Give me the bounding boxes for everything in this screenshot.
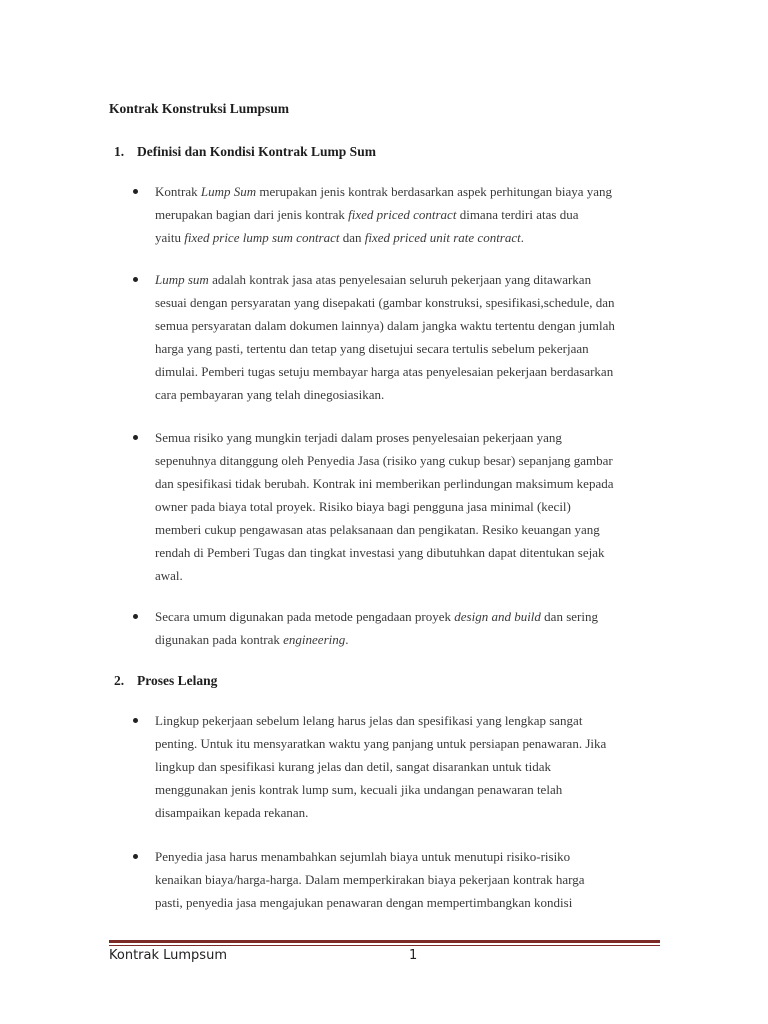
section-number: 1. [114,144,125,159]
text-line [155,755,665,778]
footer-label: Kontrak Lumpsum [109,948,227,963]
text-line [155,891,665,914]
page-number: 1 [409,948,418,963]
text-run: rendah di Pemberi Tugas dan tingkat investasi yang dibutuhkan dapat ditentukan sejak [155,545,605,560]
text-run: awal. [155,568,183,583]
text-run: dan sering [540,609,598,624]
text-run: pasti, penyedia jasa mengajukan penawaran dengan mempertimbangkan kondisi [155,895,573,910]
text-run: menggunakan jenis kontrak lump sum, kecuali jika undangan penawaran telah [155,782,563,797]
footer-rule [109,940,660,943]
text-line [155,495,665,518]
text-line [155,383,665,406]
text-run: dan spesifikasi tidak berubah. Kontrak ini memberikan perlindungan maksimum kepada [155,476,614,491]
section-title: Definisi dan Kondisi Kontrak Lump Sum [137,144,376,159]
section-number: 2. [114,673,125,688]
text-run: sesuai dengan persyaratan yang disepakati (gambar konstruksi, spesifikasi,schedule, dan [155,295,615,310]
italic-text: fixed priced unit rate contract [364,230,521,245]
text-run: memberi cukup pengawasan atas pelaksanaan dan pengikatan. Resiko keuangan yang [155,522,600,537]
text-run: Lingkup pekerjaan sebelum lelang harus jelas dan spesifikasi yang lengkap sangat [155,713,583,728]
text-run: merupakan bagian dari jenis kontrak [155,207,349,222]
italic-text: fixed price lump sum contract [184,230,340,245]
text-line [155,628,665,651]
text-run: owner pada biaya total proyek. Risiko biaya bagi pengguna jasa minimal (kecil) [155,499,571,514]
text-line [155,564,665,587]
text-line [155,709,665,732]
text-line [155,268,665,291]
text-run: dimulai. Pemberi tugas setuju membayar harga atas penyelesaian pekerjaan berdasarkan [155,364,614,379]
text-line [155,778,665,801]
text-line [155,518,665,541]
text-run: dimana terdiri atas dua [456,207,579,222]
text-line [155,449,665,472]
bullet-paragraph [155,268,665,406]
text-run: merupakan jenis kontrak berdasarkan aspek perhitungan biaya yang [256,184,613,199]
text-run: Semua risiko yang mungkin terjadi dalam proses penyelesaian pekerjaan yang [155,430,562,445]
text-line [155,845,665,868]
text-line [155,426,665,449]
text-line [155,472,665,495]
text-run: cara pembayaran yang telah dinegosiasikan. [155,387,385,402]
italic-text: design and build [454,609,541,624]
text-run: harga yang pasti, tertentu dan tetap yang disetujui secara tertulis sebelum pekerjaan [155,341,589,356]
text-run: semua persyaratan dalam dokumen lainnya) dalam jangka waktu tertentu dengan jumlah [155,318,615,333]
italic-text: engineering [283,632,346,647]
text-run: . [345,632,349,647]
text-line [155,180,665,203]
text-run: sepenuhnya ditanggung oleh Penyedia Jasa (risiko yang cukup besar) sepanjang gambar [155,453,613,468]
text-run: Kontrak [155,184,201,199]
bullet-paragraph [155,426,665,587]
bullet-paragraph [155,180,665,249]
bullet-paragraph [155,605,665,651]
bullet-paragraph [155,709,665,824]
text-run: . [520,230,524,245]
text-line [155,541,665,564]
text-line [155,203,665,226]
text-run: yaitu [155,230,185,245]
text-line [155,337,665,360]
text-line [155,801,665,824]
text-line [155,314,665,337]
text-run: adalah kontrak jasa atas penyelesaian seluruh pekerjaan yang ditawarkan [208,272,592,287]
text-line [155,291,665,314]
footer-rule [109,945,660,946]
text-line [155,226,665,249]
text-line [155,360,665,383]
document-title: Kontrak Konstruksi Lumpsum [109,101,290,116]
text-run: disampaikan kepada rekanan. [155,805,309,820]
section-heading [114,673,217,689]
section-heading [114,144,376,160]
text-run: Secara umum digunakan pada metode pengadaan proyek [155,609,455,624]
text-line [155,605,665,628]
text-run: dan [339,230,365,245]
text-line [155,732,665,755]
section-title: Proses Lelang [137,673,218,688]
italic-text: Lump Sum [200,184,257,199]
text-run: kenaikan biaya/harga-harga. Dalam memperkirakan biaya pekerjaan kontrak harga [155,872,585,887]
bullet-paragraph [155,845,665,914]
text-run: penting. Untuk itu mensyaratkan waktu yang panjang untuk persiapan penawaran. Jika [155,736,607,751]
text-run: lingkup dan spesifikasi kurang jelas dan detil, sangat disarankan untuk tidak [155,759,552,774]
italic-text: fixed priced contract [348,207,457,222]
text-run: digunakan pada kontrak [155,632,284,647]
italic-text: Lump sum [155,272,209,287]
text-run: Penyedia jasa harus menambahkan sejumlah biaya untuk menutupi risiko-risiko [155,849,571,864]
text-line [155,868,665,891]
